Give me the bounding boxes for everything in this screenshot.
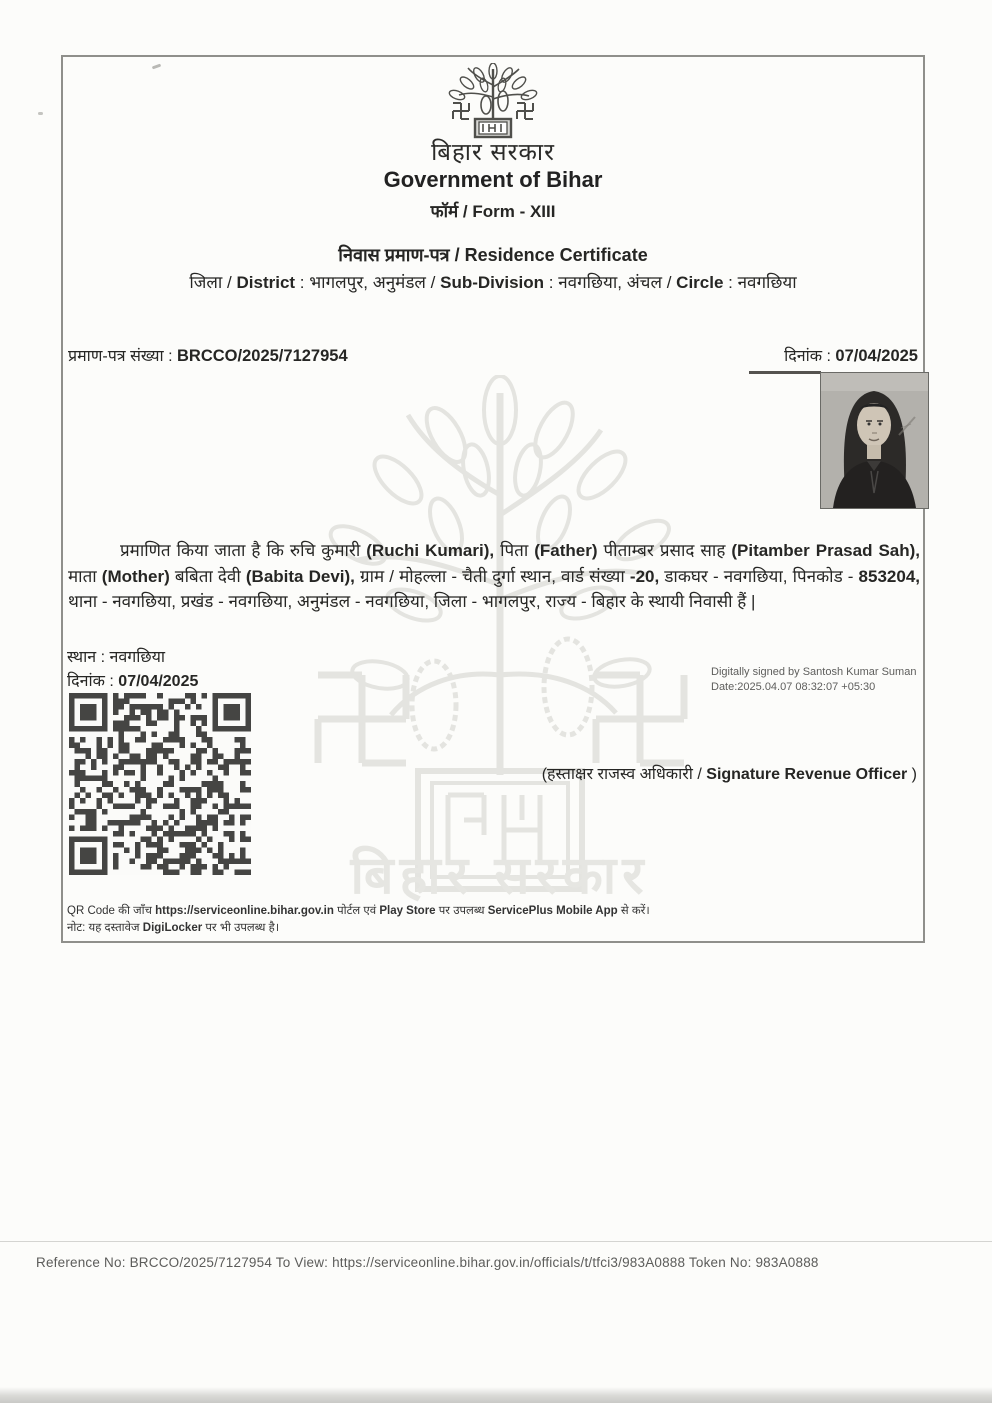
- digital-signature-stamp: [711, 665, 923, 695]
- reference-line: Reference No: BRCCO/2025/7127954 To View: https://serviceonline.bihar.gov.in/officials/t/tfci3/983A0888 Token No: 983A0888: [36, 1255, 819, 1270]
- certificate-date-line: [784, 344, 918, 366]
- applicant-photo: [820, 372, 929, 509]
- document-title: निवास प्रमाण-पत्र / Residence Certificate: [338, 245, 648, 265]
- org-name-hindi: बिहार सरकार: [431, 139, 555, 166]
- signature-caption: (हस्ताक्षर राजस्व अधिकारी / Signature Revenue Officer ): [541, 766, 917, 783]
- district-line: जिला / District : भागलपुर, अनुमंडल / Sub-Division : नवगछिया, अंचल / Circle : नवगछिया: [189, 273, 797, 292]
- issue-date-label: दिनांक :: [67, 673, 119, 690]
- form-number: फॉर्म / Form - XIII: [430, 202, 556, 221]
- scan-crease-line: [0, 1241, 992, 1242]
- issue-place-label: स्थान :: [67, 649, 110, 666]
- certificate-number-line: [68, 344, 348, 366]
- digital-signature-line2: Date:2025.04.07 08:32:07 +05:30: [711, 681, 876, 693]
- org-name-english: Government of Bihar: [383, 167, 603, 192]
- scan-edge-shadow: [0, 1387, 992, 1403]
- qr-note-line: QR Code की जाँच https://serviceonline.bihar.gov.in पोर्टल एवं Play Store पर उपलब्ध ServicePlus Mobile App से करें।: [67, 905, 650, 917]
- watermark-text: बिहार सरकार: [350, 847, 650, 905]
- certificate-date-label: दिनांक :: [784, 348, 836, 365]
- certificate-number-value: BRCCO/2025/7127954: [177, 347, 348, 365]
- issue-place-line: [67, 645, 165, 667]
- scan-speck: [38, 112, 43, 115]
- issue-date-line: [67, 669, 198, 691]
- digital-signature-line1: Digitally signed by Santosh Kumar Suman: [711, 666, 917, 678]
- qr-code: [69, 693, 251, 875]
- certificate-number-label: प्रमाण-पत्र संख्या :: [68, 348, 178, 365]
- issue-date-value: 07/04/2025: [118, 673, 199, 690]
- scan-artifact-line: [749, 371, 821, 374]
- bihar-emblem-icon: [63, 63, 923, 146]
- certificate-border: [61, 55, 925, 943]
- certificate-body-text: प्रमाणित किया जाता है कि रुचि कुमारी (Ruchi Kumari), पिता (Father) पीताम्बर प्रसाद साह (Pitamber Prasad Sah), माता (Mother) बबिता देवी (Babita Devi), ग्राम / मोहल्ला - चैती दुर्गा स्थान, वार्ड संख्या -20, डाकघर - नवगछिया, पिनकोड - 853204, थाना - नवगछिया, प्रखंड - नवगछिया, अनुमंडल - नवगछिया, जिला - भागलपुर, राज्य - बिहार के स्थायी निवासी हैं |: [68, 541, 921, 611]
- digilocker-note-line: नोट: यह दस्तावेज DigiLocker पर भी उपलब्ध है।: [67, 922, 280, 934]
- certificate-date-value: 07/04/2025: [835, 347, 918, 365]
- issue-place-value: नवगछिया: [109, 649, 166, 666]
